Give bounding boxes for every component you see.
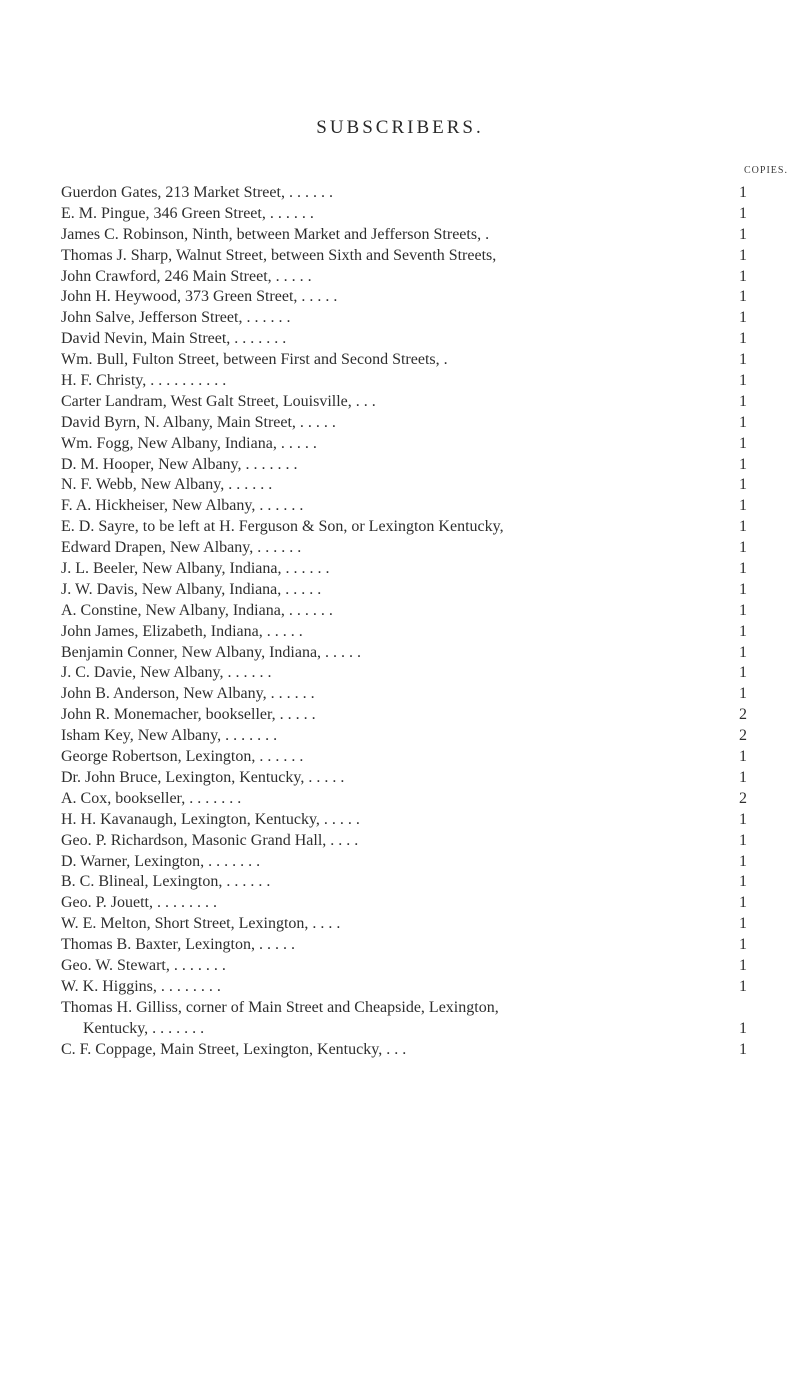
subscriber-name-text: D. M. Hooper, New Albany, . . . . . . . bbox=[61, 455, 298, 473]
subscriber-entry bbox=[61, 726, 781, 747]
page-title: SUBSCRIBERS. bbox=[316, 117, 484, 138]
subscriber-list bbox=[61, 183, 781, 1060]
subscriber-entry bbox=[61, 580, 781, 601]
subscriber-name-text: John H. Heywood, 373 Green Street, . . . . . bbox=[61, 288, 338, 306]
subscriber-name-text: John Salve, Jefferson Street, . . . . . . bbox=[61, 309, 291, 327]
subscriber-entry bbox=[61, 935, 781, 956]
subscriber-entry bbox=[61, 956, 781, 977]
subscriber-name-text: W. E. Melton, Short Street, Lexington, . . . . bbox=[61, 915, 341, 933]
copies-count: 1 bbox=[739, 288, 747, 306]
subscriber-name bbox=[61, 998, 741, 1040]
copies-count: 1 bbox=[739, 1019, 747, 1037]
subscriber-name-text: James C. Robinson, Ninth, between Market and Jefferson Streets, . bbox=[61, 225, 490, 243]
subscriber-name bbox=[61, 872, 741, 893]
subscriber-name-text: Geo. P. Jouett, . . . . . . . . bbox=[61, 894, 217, 912]
subscriber-name-text: N. F. Webb, New Albany, . . . . . . bbox=[61, 476, 273, 494]
subscriber-name-text: W. K. Higgins, . . . . . . . . bbox=[61, 977, 221, 995]
copies-count: 1 bbox=[739, 225, 747, 243]
copies-count: 2 bbox=[739, 789, 747, 807]
subscriber-name-text: J. C. Davie, New Albany, . . . . . . bbox=[61, 664, 272, 682]
subscriber-name-text: C. F. Coppage, Main Street, Lexington, Kentucky, . . . bbox=[61, 1040, 407, 1058]
subscriber-name bbox=[61, 935, 741, 956]
subscriber-entry bbox=[61, 663, 781, 684]
subscriber-name-text: Carter Landram, West Galt Street, Louisville, . . . bbox=[61, 392, 376, 410]
subscriber-entry bbox=[61, 852, 781, 873]
subscriber-entry bbox=[61, 455, 781, 476]
subscriber-name bbox=[61, 496, 741, 517]
subscriber-name-text: F. A. Hickheiser, New Albany, . . . . . . bbox=[61, 497, 304, 515]
subscriber-entry bbox=[61, 413, 781, 434]
copies-count: 1 bbox=[739, 810, 747, 828]
subscriber-name bbox=[61, 747, 741, 768]
copies-count: 1 bbox=[739, 1040, 747, 1058]
subscriber-name-continuation: Kentucky, . . . . . . . bbox=[83, 1019, 205, 1037]
subscriber-name-text: Thomas B. Baxter, Lexington, . . . . . bbox=[61, 936, 295, 954]
subscriber-name-text: Geo. W. Stewart, . . . . . . . bbox=[61, 956, 226, 974]
subscriber-name-text: H. H. Kavanaugh, Lexington, Kentucky, . . . . . bbox=[61, 810, 360, 828]
copies-count: 1 bbox=[739, 372, 747, 390]
subscriber-entry bbox=[61, 747, 781, 768]
subscriber-name bbox=[61, 413, 741, 434]
subscriber-name bbox=[61, 308, 741, 329]
subscriber-entry bbox=[61, 183, 781, 204]
subscriber-name-text: E. M. Pingue, 346 Green Street, . . . . . . bbox=[61, 204, 314, 222]
subscriber-name bbox=[61, 705, 741, 726]
subscriber-entry bbox=[61, 246, 781, 267]
copies-count: 2 bbox=[739, 706, 747, 724]
subscriber-name-text: Edward Drapen, New Albany, . . . . . . bbox=[61, 539, 302, 557]
subscriber-name-text: Guerdon Gates, 213 Market Street, . . . . . . bbox=[61, 184, 333, 201]
copies-column-header: COPIES. bbox=[744, 165, 788, 176]
copies-count: 1 bbox=[739, 956, 747, 974]
subscriber-entry bbox=[61, 225, 781, 246]
copies-count: 1 bbox=[739, 392, 747, 410]
subscriber-name bbox=[61, 350, 741, 371]
copies-count: 1 bbox=[739, 434, 747, 452]
subscriber-name bbox=[61, 287, 741, 308]
copies-count: 1 bbox=[739, 204, 747, 222]
subscriber-entry bbox=[61, 622, 781, 643]
copies-count: 1 bbox=[739, 413, 747, 431]
copies-count: 1 bbox=[739, 518, 747, 536]
subscriber-name bbox=[61, 663, 741, 684]
copies-count: 1 bbox=[739, 267, 747, 285]
subscriber-name-text: Dr. John Bruce, Lexington, Kentucky, . . . . . bbox=[61, 768, 345, 786]
subscriber-name-text: E. D. Sayre, to be left at H. Ferguson & Son, or Lexington Kentucky, bbox=[61, 518, 504, 536]
subscriber-name-text: D. Warner, Lexington, . . . . . . . bbox=[61, 852, 261, 870]
subscriber-name bbox=[61, 434, 741, 455]
subscriber-name-text: A. Cox, bookseller, . . . . . . . bbox=[61, 789, 242, 807]
subscriber-entry bbox=[61, 601, 781, 622]
copies-count: 1 bbox=[739, 852, 747, 870]
subscriber-name bbox=[61, 183, 741, 204]
subscriber-name bbox=[61, 455, 741, 476]
subscriber-name-text: Thomas H. Gilliss, corner of Main Street and Cheapside, Lexington, bbox=[61, 998, 499, 1016]
copies-count: 1 bbox=[739, 643, 747, 661]
subscriber-entry bbox=[61, 977, 781, 998]
subscriber-entry bbox=[61, 287, 781, 308]
copies-count: 1 bbox=[739, 455, 747, 473]
subscriber-entry bbox=[61, 789, 781, 810]
subscriber-name bbox=[61, 329, 741, 350]
subscriber-entry bbox=[61, 517, 781, 538]
subscriber-entry bbox=[61, 810, 781, 831]
copies-count: 1 bbox=[739, 748, 747, 766]
subscriber-name-text: John R. Monemacher, bookseller, . . . . . bbox=[61, 706, 316, 724]
subscriber-entry bbox=[61, 893, 781, 914]
subscriber-entry bbox=[61, 204, 781, 225]
subscriber-entry bbox=[61, 1040, 781, 1061]
subscriber-name-text: Isham Key, New Albany, . . . . . . . bbox=[61, 727, 278, 745]
copies-count: 1 bbox=[739, 601, 747, 619]
copies-count: 1 bbox=[739, 476, 747, 494]
copies-count: 1 bbox=[739, 351, 747, 369]
subscriber-name bbox=[61, 810, 741, 831]
subscriber-name-text: Thomas J. Sharp, Walnut Street, between Sixth and Seventh Streets, bbox=[61, 246, 497, 264]
subscriber-name-text: John James, Elizabeth, Indiana, . . . . . bbox=[61, 622, 303, 640]
subscriber-name-text: John B. Anderson, New Albany, . . . . . . bbox=[61, 685, 315, 703]
subscriber-entry bbox=[61, 329, 781, 350]
copies-count: 1 bbox=[739, 915, 747, 933]
subscriber-name bbox=[61, 643, 741, 664]
subscriber-name bbox=[61, 204, 741, 225]
copies-count: 1 bbox=[739, 768, 747, 786]
subscriber-entry bbox=[61, 559, 781, 580]
copies-count: 1 bbox=[739, 497, 747, 515]
subscriber-entry bbox=[61, 914, 781, 935]
subscriber-entry bbox=[61, 496, 781, 517]
subscriber-name bbox=[61, 977, 741, 998]
copies-count: 1 bbox=[739, 184, 747, 201]
subscriber-name-text: J. L. Beeler, New Albany, Indiana, . . . . . . bbox=[61, 560, 330, 578]
subscriber-name-text: Wm. Bull, Fulton Street, between First and Second Streets, . bbox=[61, 351, 448, 369]
copies-count: 1 bbox=[739, 831, 747, 849]
copies-count: 1 bbox=[739, 664, 747, 682]
subscriber-name-text: B. C. Blineal, Lexington, . . . . . . bbox=[61, 873, 271, 891]
subscriber-name bbox=[61, 475, 741, 496]
copies-count: 1 bbox=[739, 685, 747, 703]
subscriber-name bbox=[61, 392, 741, 413]
subscriber-entry bbox=[61, 705, 781, 726]
copies-count: 1 bbox=[739, 580, 747, 598]
subscriber-name bbox=[61, 789, 741, 810]
subscriber-name bbox=[61, 371, 741, 392]
subscriber-name bbox=[61, 267, 741, 288]
copies-count: 1 bbox=[739, 539, 747, 557]
copies-count: 1 bbox=[739, 309, 747, 327]
subscriber-name-text: Geo. P. Richardson, Masonic Grand Hall, . . . . bbox=[61, 831, 359, 849]
subscriber-name-text: A. Constine, New Albany, Indiana, . . . . . . bbox=[61, 601, 333, 619]
subscriber-entry bbox=[61, 308, 781, 329]
subscriber-name bbox=[61, 768, 741, 789]
subscriber-name-text: Wm. Fogg, New Albany, Indiana, . . . . . bbox=[61, 434, 317, 452]
subscriber-entry bbox=[61, 371, 781, 392]
copies-count: 1 bbox=[739, 873, 747, 891]
copies-count: 1 bbox=[739, 894, 747, 912]
copies-count: 1 bbox=[739, 622, 747, 640]
subscriber-name-text: David Nevin, Main Street, . . . . . . . bbox=[61, 330, 287, 348]
subscriber-name-text: Benjamin Conner, New Albany, Indiana, . . . . . bbox=[61, 643, 362, 661]
copies-count: 1 bbox=[739, 560, 747, 578]
subscriber-name bbox=[61, 684, 741, 705]
subscriber-name bbox=[61, 831, 741, 852]
subscriber-name bbox=[61, 559, 741, 580]
subscriber-entry bbox=[61, 434, 781, 455]
subscriber-entry bbox=[61, 392, 781, 413]
subscriber-entry bbox=[61, 872, 781, 893]
subscriber-entry bbox=[61, 768, 781, 789]
copies-count: 1 bbox=[739, 936, 747, 954]
subscriber-entry bbox=[61, 643, 781, 664]
subscriber-name bbox=[61, 852, 741, 873]
subscriber-name bbox=[61, 225, 741, 246]
subscriber-entry bbox=[61, 538, 781, 559]
subscriber-name bbox=[61, 956, 741, 977]
subscriber-entry bbox=[61, 998, 781, 1040]
subscriber-name bbox=[61, 246, 741, 267]
subscriber-name bbox=[61, 914, 741, 935]
subscriber-name bbox=[61, 538, 741, 559]
subscriber-name-text: John Crawford, 246 Main Street, . . . . . bbox=[61, 267, 312, 285]
subscriber-name bbox=[61, 1040, 741, 1061]
subscriber-name-text: H. F. Christy, . . . . . . . . . . bbox=[61, 372, 227, 390]
copies-count: 1 bbox=[739, 330, 747, 348]
copies-count: 1 bbox=[739, 977, 747, 995]
subscriber-entry bbox=[61, 684, 781, 705]
subscriber-name bbox=[61, 601, 741, 622]
subscriber-entry bbox=[61, 475, 781, 496]
copies-count: 2 bbox=[739, 727, 747, 745]
subscriber-name-text: J. W. Davis, New Albany, Indiana, . . . . . bbox=[61, 580, 322, 598]
subscriber-name bbox=[61, 580, 741, 601]
subscriber-name bbox=[61, 517, 741, 538]
subscriber-name-text: David Byrn, N. Albany, Main Street, . . . . . bbox=[61, 413, 336, 431]
copies-count: 1 bbox=[739, 246, 747, 264]
subscriber-entry bbox=[61, 267, 781, 288]
subscriber-name bbox=[61, 726, 741, 747]
subscriber-name bbox=[61, 622, 741, 643]
subscriber-entry bbox=[61, 831, 781, 852]
subscriber-name bbox=[61, 893, 741, 914]
subscriber-name-text: George Robertson, Lexington, . . . . . . bbox=[61, 748, 304, 766]
subscriber-entry bbox=[61, 350, 781, 371]
